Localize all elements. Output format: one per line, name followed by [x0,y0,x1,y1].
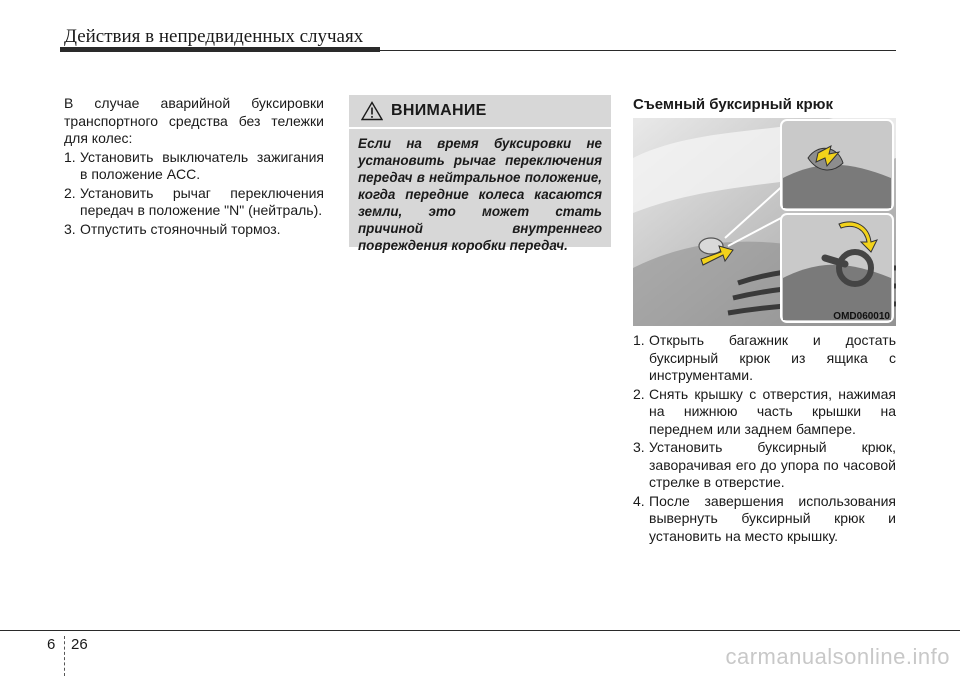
list-item [633,386,896,439]
list-item [633,332,896,385]
warning-triangle-icon [361,101,383,121]
step-number: 1. [64,148,76,165]
figure-code: OMD060010 [833,311,890,322]
right-column [633,332,896,546]
step-text: Установить буксирный крюк, заворачивая его до упора по часовой стрелке в отверстие. [649,439,896,490]
list-item [64,221,324,239]
step-text: Установить выключатель зажигания в положение ACC. [80,148,324,182]
header-rule-thin [380,50,896,51]
intro-paragraph: В случае аварийной буксировки транспортного средства без тележки для колес: [64,95,324,146]
step-number: 3. [633,439,645,455]
watermark: carmanualsonline.info [725,644,950,669]
step-number: 1. [633,332,645,348]
chapter-number: 6 [47,636,56,653]
warning-text: Если на время буксировки не установить рычаг переключения передач в нейтральное положение, когда передние колеса касаются земли, это может стать причиной внутреннего повреждения коробки передач. [358,136,602,253]
step-number: 2. [633,385,645,402]
bumper-drawing [633,118,896,326]
list-item [633,439,896,492]
step-number: 2. [64,184,76,201]
left-column [64,95,324,239]
step-number: 3. [64,220,76,237]
step-text: Установить рычаг переключения передач в положение "N" (нейтраль). [80,184,324,218]
header-rule-thick [60,47,380,52]
list-item [64,149,324,184]
step-text: После завершения использования вывернуть буксирный крюк и установить на место крышку. [649,492,896,544]
step-number: 4. [633,492,645,509]
header-title: Действия в непредвиденных случаях [64,26,364,47]
step-text: Отпустить стояночный тормоз. [80,220,281,237]
warning-header [349,95,611,129]
list-item [64,185,324,220]
section-title: Съемный буксирный крюк [633,96,833,113]
tow-hook-illustration [633,118,896,326]
list-item [633,493,896,546]
page-number: 26 [71,636,88,653]
footer-divider [64,636,65,676]
step-text: Снять крышку с отверстия, нажимая на нижнюю часть крышки на переднем или заднем бампере. [649,385,896,437]
footer-rule [0,630,960,631]
step-text: Открыть багажник и достать буксирный крюк из ящика с инструментами. [649,332,896,383]
warning-title: ВНИМАНИЕ [391,102,487,119]
warning-box [349,95,611,253]
